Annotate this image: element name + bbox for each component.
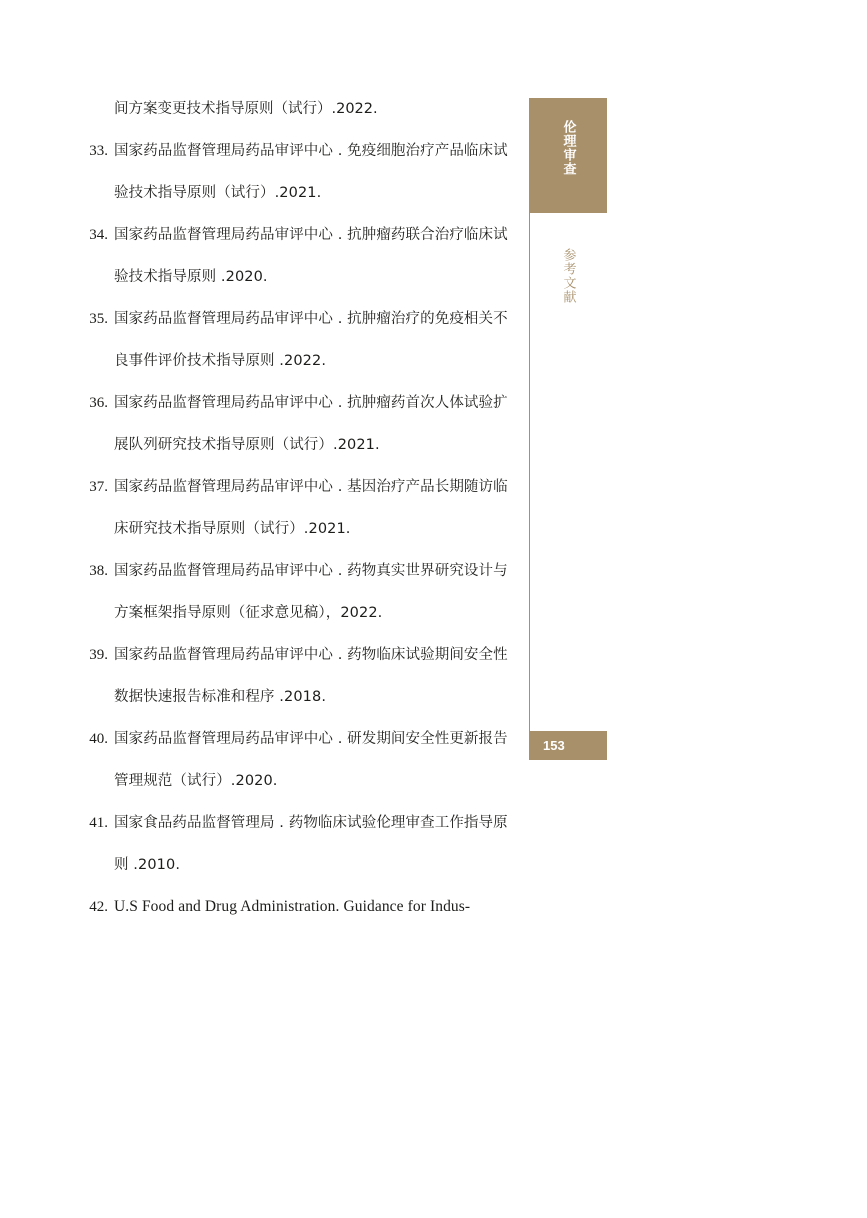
reference-text: 国家食品药品监督管理局 . 药物临床试验伦理审查工作指导原则 .2010. xyxy=(114,815,508,873)
list-item xyxy=(88,718,513,802)
reference-text: 国家药品监督管理局药品审评中心 . 抗肿瘤药首次人体试验扩展队列研究技术指导原则（试行）.2021. xyxy=(114,395,508,453)
reference-text: 国家药品监督管理局药品审评中心 . 研发期间安全性更新报告管理规范（试行）.2020. xyxy=(114,731,508,789)
list-item xyxy=(88,298,513,382)
list-item xyxy=(88,886,513,928)
sidebar-section-label: 参考文献 xyxy=(560,248,576,304)
list-item xyxy=(88,214,513,298)
sidebar-section-references[interactable] xyxy=(529,248,607,308)
sidebar-tab-label: 伦理审查 xyxy=(560,120,576,176)
reference-text: 国家药品监督管理局药品审评中心 . 药物真实世界研究设计与方案框架指导原则（征求意见稿），2022. xyxy=(114,563,508,621)
page-number-value: 153 xyxy=(543,738,565,753)
sidebar-tab-ethics-review[interactable] xyxy=(529,98,607,213)
reference-text: 国家药品监督管理局药品审评中心 . 药物临床试验期间安全性数据快速报告标准和程序 .2018. xyxy=(114,647,508,705)
reference-number: 33. xyxy=(89,143,108,159)
reference-number: 41. xyxy=(89,815,108,831)
list-item xyxy=(88,130,513,214)
list-item xyxy=(88,466,513,550)
list-item xyxy=(88,382,513,466)
reference-number: 35. xyxy=(89,311,108,327)
reference-number: 39. xyxy=(89,647,108,663)
reference-text: 国家药品监督管理局药品审评中心 . 抗肿瘤治疗的免疫相关不良事件评价技术指导原则 .2022. xyxy=(114,311,508,369)
reference-text: 国家药品监督管理局药品审评中心 . 基因治疗产品长期随访临床研究技术指导原则（试行）.2021. xyxy=(114,479,508,537)
reference-number: 36. xyxy=(89,395,108,411)
reference-number: 42. xyxy=(89,899,108,915)
reference-list xyxy=(88,88,513,928)
reference-text: 国家药品监督管理局药品审评中心 . 免疫细胞治疗产品临床试验技术指导原则（试行）.2021. xyxy=(114,143,508,201)
reference-number: 34. xyxy=(89,227,108,243)
reference-number: 40. xyxy=(89,731,108,747)
reference-continued-line: 间方案变更技术指导原则（试行）.2022. xyxy=(114,101,378,117)
reference-number: 38. xyxy=(89,563,108,579)
list-item xyxy=(88,802,513,886)
list-item xyxy=(88,550,513,634)
reference-text: U.S Food and Drug Administration. Guidance for Indus- xyxy=(114,898,471,915)
reference-text: 国家药品监督管理局药品审评中心 . 抗肿瘤药联合治疗临床试验技术指导原则 .2020. xyxy=(114,227,508,285)
reference-number: 37. xyxy=(89,479,108,495)
page-number xyxy=(529,731,607,760)
list-item xyxy=(88,634,513,718)
